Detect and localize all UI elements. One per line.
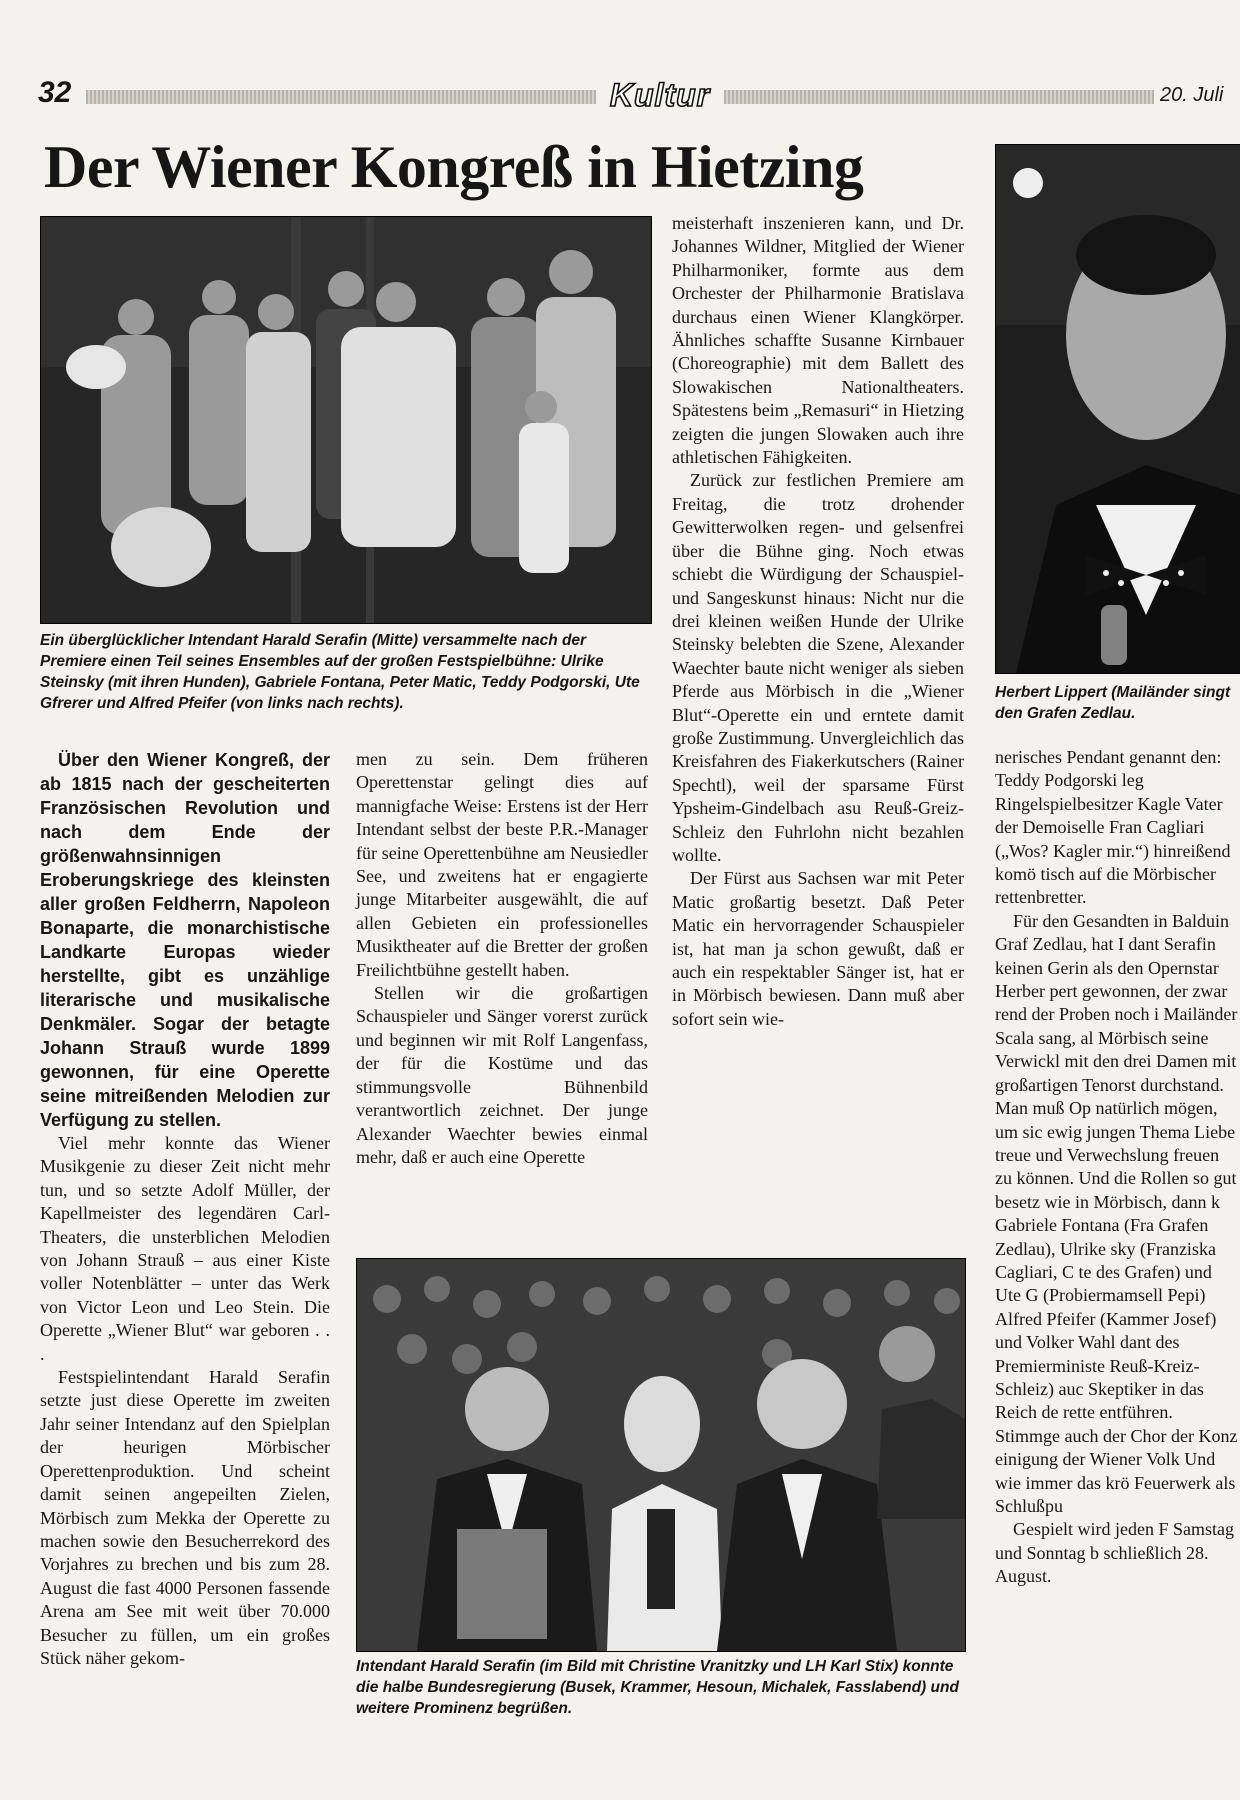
caption-photo-portrait: Herbert Lippert (Mailänder singt den Grafen Zedlau. <box>995 684 1231 722</box>
text-column-1 <box>40 748 330 1670</box>
paragraph: men zu sein. Dem früheren Operettenstar gelingt dies auf mannigfache Weise: Erstens ist der Herr Intendant selbst der beste P.R.-Manager für seine Operettenbühne am Neusiedler See, und zweitens hat er engagierte junge Mitarbeiter ausgewählt, die auf allen Gebieten ein professionelles Musiktheater auf die Bretter der großen Freilichtbühne gestellt haben. <box>356 749 648 980</box>
lead-paragraph: Über den Wiener Kongreß, der ab 1815 nach der gescheiterten Französischen Revolution und nach dem Ende der größenwahnsinnigen Eroberungskriege des kleinsten aller großen Feldherrn, Napoleon Bonaparte, die monarchistische Landkarte Europas wieder herstellte, gibt es unzählige literarische und musikalische Denkmäler. Sogar der betagte Johann Strauß wurde 1899 gewonnen, für eine Operette seine mitreißenden Melodien zur Verfügung zu stellen. <box>40 750 330 1130</box>
header-rule-right <box>724 90 1154 104</box>
text-column-2 <box>356 748 648 1169</box>
section-label: Kultur <box>609 77 711 113</box>
photo-portrait-lippert <box>995 144 1240 674</box>
text-column-4 <box>995 746 1240 1766</box>
paragraph: Stellen wir die großartigen Schauspieler und Sänger vorerst zurück und beginnen wir mit Rolf Langenfass, der für die Kostüme und das stimmungsvolle Bühnenbild verantwortlich zeichnet. Der junge Alexander Waechter bewies einmal mehr, daß er auch eine Operette <box>356 983 648 1167</box>
paragraph: Gespielt wird jeden F Samstag und Sonntag b schließlich 28. August. <box>995 1519 1234 1587</box>
headline: Der Wiener Kongreß in Hietzing <box>44 134 864 200</box>
photo-audience <box>356 1258 966 1652</box>
photo-ensemble <box>40 216 652 624</box>
caption-photo-ensemble: Ein überglücklicher Intendant Harald Serafin (Mitte) versammelte nach der Premiere einen Teil seines Ensembles auf der großen Festspielbühne: Ulrike Steinsky (mit ihren Hunden), Gabriele Fontana, Peter Matic, Teddy Podgorski, Ute Gfrerer und Alfred Pfeifer (von links nach rechts). <box>40 632 640 712</box>
paragraph: nerisches Pendant genannt den: Teddy Podgorski leg Ringelspielbesitzer Kagle Vater der Demoiselle Fran Cagliari („Wos? Kagler mir.“) hinreißend komö tisch auf die Mörbischer rettenbretter. <box>995 747 1231 908</box>
paragraph: meisterhaft inszenieren kann, und Dr. Johannes Wildner, Mitglied der Wiener Philharmoniker, formte aus dem Orchester der Philharmonie Bratislava durchaus einen Wiener Klangkörper. Ähnliches schaffte Susanne Kirnbauer (Choreographie) mit dem Ballett des Slowakischen Nationaltheaters. Spätestens beim „Remasuri“ in Hietzing zeigten die jungen Slowaken auch ihre athletischen Fähigkeiten. <box>672 213 964 468</box>
paragraph: Festspielintendant Harald Serafin setzte just diese Operette im zweiten Jahr seiner Intendanz auf den Spielplan der heurigen Mörbischer Operettenproduktion. Und scheint damit seinen angepeilten Zielen, Mörbisch zum Mekka der Operette zu machen sowie den Besucherrekord des Vorjahres zu brechen und bis zum 28. August die fast 4000 Personen fassende Arena am See mit weit über 70.000 Besucher zu füllen, um ein großes Stück näher gekom- <box>40 1367 330 1668</box>
header-rule-left <box>86 90 596 104</box>
page-number: 32 <box>38 76 72 109</box>
issue-date: 20. Juli <box>1160 84 1224 106</box>
paragraph: Für den Gesandten in Balduin Graf Zedlau, hat I dant Serafin keinen Gerin als den Opernstar Herber pert gewonnen, der zwar rend der Proben noch i Mailänder Scala sang, al Mörbisch seine Verwickl mit den drei Damen mit großartigen Tenorst durchstand. Man muß Op natürlich mögen, um sic ewig jungen Thema Liebe treue und Verwechslung freuen zu können. Und die Rollen so gut besetz wie in Mörbisch, dann k Gabriele Fontana (Fra Grafen Zedlau), Ulrike sky (Franziska Cagliari, C te des Grafen) und Ute G (Probiermamsell Pepi) Alfred Pfeifer (Kammer Josef) und Volker Wahl dant des Premierministe Reuß-Kreiz-Schleiz) auc Skeptiker in das Reich de rette entführen. Stimmge auch der Chor der Konz einigung der Wiener Volk Und wie immer das krö Feuerwerk als Schlußpu <box>995 910 1238 1516</box>
text-column-3 <box>672 212 964 1031</box>
paragraph: Der Fürst aus Sachsen war mit Peter Matic großartig besetzt. Daß Peter Matic ein hervorragender Schauspieler ist, hat man ja schon gewußt, daß er auch ein respektabler Sänger ist, hat er in Mörbisch bewiesen. Dann muß aber sofort sein wie- <box>672 868 964 1029</box>
paragraph: Zurück zur festlichen Premiere am Freitag, die trotz drohender Gewitterwolken regen- und gelsenfrei über die Bühne ging. Noch etwas schiebt die Würdigung der Schauspiel- und Sangeskunst hinaus: Nicht nur die drei kleinen weißen Hunde der Ulrike Steinsky belebten die Szene, Alexander Waechter baute nicht weniger als sieben Pferde aus Mörbisch in die „Wiener Blut“-Operette ein und erntete damit große Zustimmung. Unvergleichlich das Kreisfahren des Fiakerkutschers (Rainer Spechtl), weil der sparsame Fürst Ypsheim-Gindelbach asu Reuß-Greiz-Schleiz den Fuhrlohn nicht bezahlen wollte. <box>672 470 964 865</box>
paragraph: Viel mehr konnte das Wiener Musikgenie zu dieser Zeit nicht mehr tun, und so setzte Adolf Müller, der Kapellmeister des legendären Carl-Theaters, die unsterblichen Melodien von Johann Strauß – aus einer Kiste voller Notenblätter – unter das Werk von Victor Leon und Leo Stein. Die Operette „Wiener Blut“ war geboren . . . <box>40 1133 330 1364</box>
caption-photo-audience: Intendant Harald Serafin (im Bild mit Christine Vranitzky und LH Karl Stix) konnte die halbe Bundesregierung (Busek, Krammer, Hesoun, Michalek, Fasslabend) und weitere Prominenz begrüßen. <box>356 1658 959 1717</box>
